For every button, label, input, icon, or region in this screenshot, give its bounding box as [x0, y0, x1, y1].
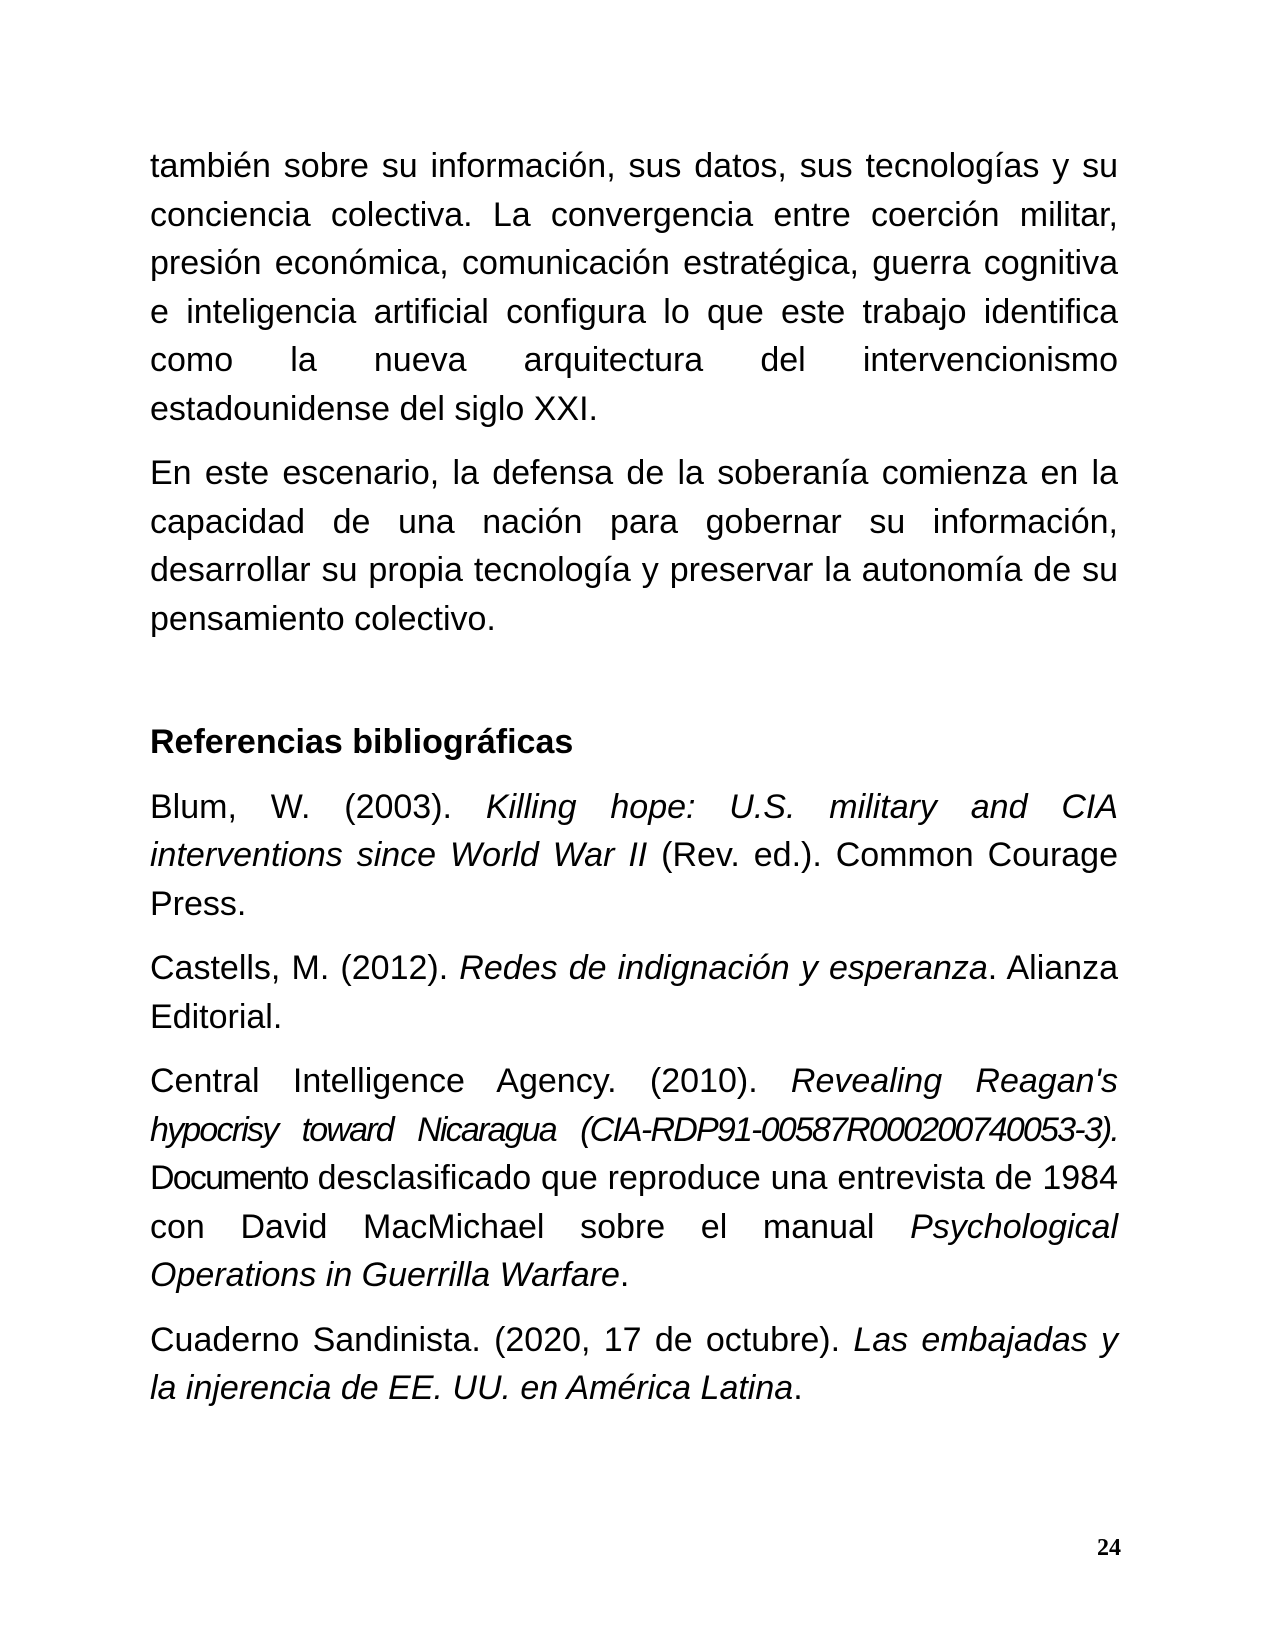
reference-author-year: Cuaderno Sandinista. (2020, 17 de octubre).: [150, 1320, 854, 1359]
reference-description: desclasificado que reproduce una entrevista de 1984 con David MacMichael sobre el manual: [150, 1159, 1118, 1246]
reference-end: .: [619, 1256, 630, 1294]
references-heading: Referencias bibliográficas: [150, 723, 574, 761]
reference-title: Redes de indignación y esperanza: [459, 949, 988, 987]
reference-title: Revealing Reagan's: [790, 1062, 1119, 1100]
reference-publisher: . Alianza Editorial.: [150, 949, 1118, 1036]
document-page: [150, 142, 1118, 1413]
reference-entry: [150, 944, 1118, 1041]
reference-author-year: Blum, W. (2003).: [150, 787, 486, 826]
reference-manual-title: Psychological Operations in Guerrilla Warfare: [150, 1207, 1118, 1294]
body-paragraph: también sobre su información, sus datos, sus tecnologías y su conciencia colectiva. La convergencia entre coerción militar, presión económica, comunicación estratégica, guerra cognitiva e inteligencia artificial configura lo que este trabajo identifica como la nueva arquitectura del intervencionismo estadounidense del siglo XXI.: [150, 147, 1118, 428]
reference-title: Las embajadas y la injerencia de EE. UU. en América Latina: [150, 1320, 1118, 1407]
reference-entry: [150, 1316, 1118, 1413]
reference-title-continued: hypocrisy toward Nicaragua (CIA-RDP91-00587R000200740053-3).: [150, 1110, 1118, 1149]
reference-end: .: [793, 1369, 803, 1407]
reference-entry: [150, 783, 1118, 929]
reference-author-year: Castells, M. (2012).: [150, 949, 460, 987]
reference-title: Killing hope: U.S. military and CIA interventions since World War II: [150, 787, 1119, 874]
reference-publisher: (Rev. ed.). Common Courage Press.: [150, 836, 1118, 923]
body-paragraph: En este escenario, la defensa de la soberanía comienza en la capacidad de una nación para gobernar su información, desarrollar su propia tecnología y preservar la autonomía de su pensamiento colectivo.: [150, 454, 1118, 638]
reference-author-year: Central Intelligence Agency. (2010).: [150, 1062, 791, 1100]
reference-description-start: Documento: [150, 1159, 308, 1197]
page-number: 24: [1097, 1535, 1121, 1561]
reference-entry: [150, 1057, 1118, 1300]
